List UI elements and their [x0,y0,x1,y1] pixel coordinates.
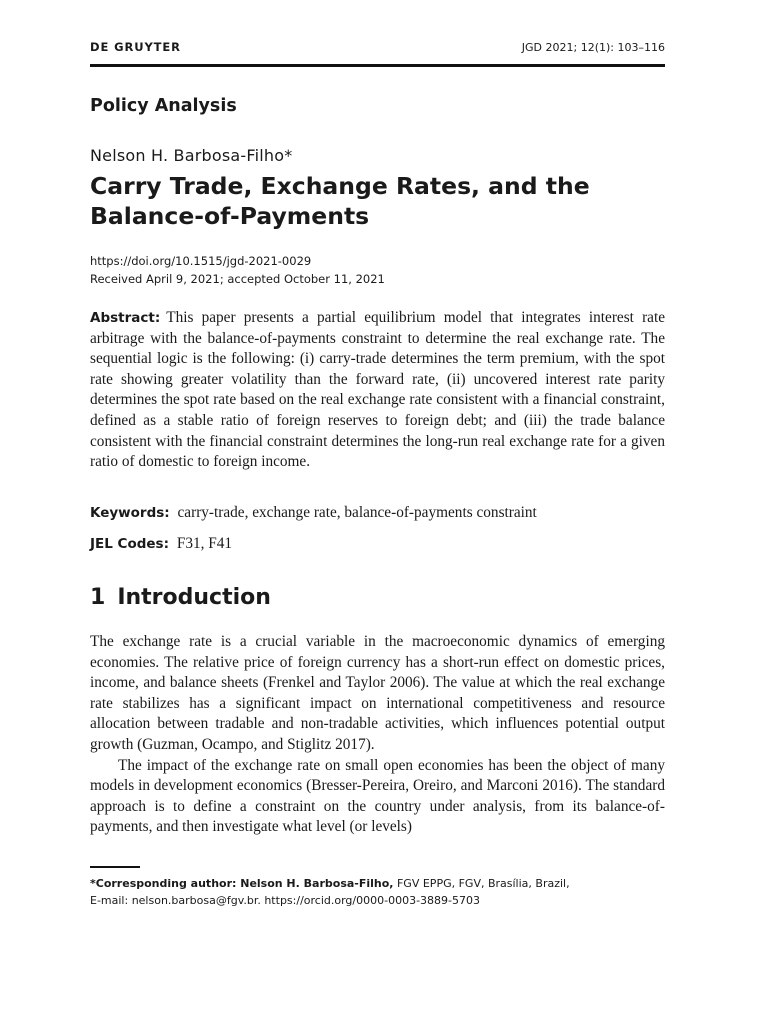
footnote-rule [90,866,140,868]
footnote [90,875,665,909]
section-heading [90,585,271,610]
abstract [90,308,665,473]
abstract-label: Abstract: [90,310,161,326]
footnote-affiliation: FGV EPPG, FGV, Brasília, Brazil, [396,877,570,890]
footnote-label: *Corresponding author: Nelson H. Barbosa-Filho, [90,877,394,890]
article-page [90,0,665,1024]
author-name: Nelson H. Barbosa-Filho* [90,146,293,165]
jel-text: F31, F41 [176,535,233,552]
paragraph: The exchange rate is a crucial variable in the macroeconomic dynamics of emerging economies. The relative price of foreign currency has a short-run effect on domestic prices, income, and balance sheets (Frenkel and Taylor 2006). The value at which the real exchange rate stabilizes has a significant impact on international competitiveness and resource allocation between tradable and non-tradable activities, which influences potential output growth (Guzman, Ocampo, and Stiglitz 2017). [90,633,665,753]
keywords-text: carry-trade, exchange rate, balance-of-payments constraint [177,504,537,521]
keywords [90,503,665,524]
publisher-name: DE GRUYTER [90,40,181,54]
jel-label: JEL Codes: [90,536,169,552]
article-title: Carry Trade, Exchange Rates, and the Balance-of-Payments [90,172,590,230]
jel-codes [90,534,665,555]
section-title: Introduction [117,585,271,610]
running-header [90,40,665,60]
footnote-contact: E-mail: nelson.barbosa@fgv.br. https://orcid.org/0000-0003-3889-5703 [90,894,480,907]
keywords-label: Keywords: [90,505,170,521]
paragraph: The impact of the exchange rate on small open economies has been the object of many models in development economics (Bresser-Pereira, Oreiro, and Marconi 2016). The standard approach is to define a constraint on the country under analysis, from its balance-of-payments, and then investigate what level (or levels) [90,756,665,836]
body-text [90,632,665,838]
section-number: 1 [90,585,106,610]
received-dates: Received April 9, 2021; accepted October 11, 2021 [90,272,385,286]
abstract-text: This paper presents a partial equilibrium model that integrates interest rate arbitrage with the balance-of-payments constraint to determine the real exchange rate. The sequential logic is the following: (i) carry-trade determines the term premium, with the spot rate showing greater volatility than the forward rate, (ii) uncovered interest rate parity determines the spot rate based on the real exchange rate consistent with a financial constraint, defined as a stable ratio of foreign reserves to foreign debt; and (iii) the trade balance consistent with the financial constraint determines the long-run real exchange rate for a given ratio of domestic to foreign income. [90,309,665,471]
header-rule [90,64,665,67]
doi-link[interactable]: https://doi.org/10.1515/jgd-2021-0029 [90,254,312,268]
article-type-label: Policy Analysis [90,96,237,116]
journal-reference: JGD 2021; 12(1): 103–116 [521,41,665,54]
